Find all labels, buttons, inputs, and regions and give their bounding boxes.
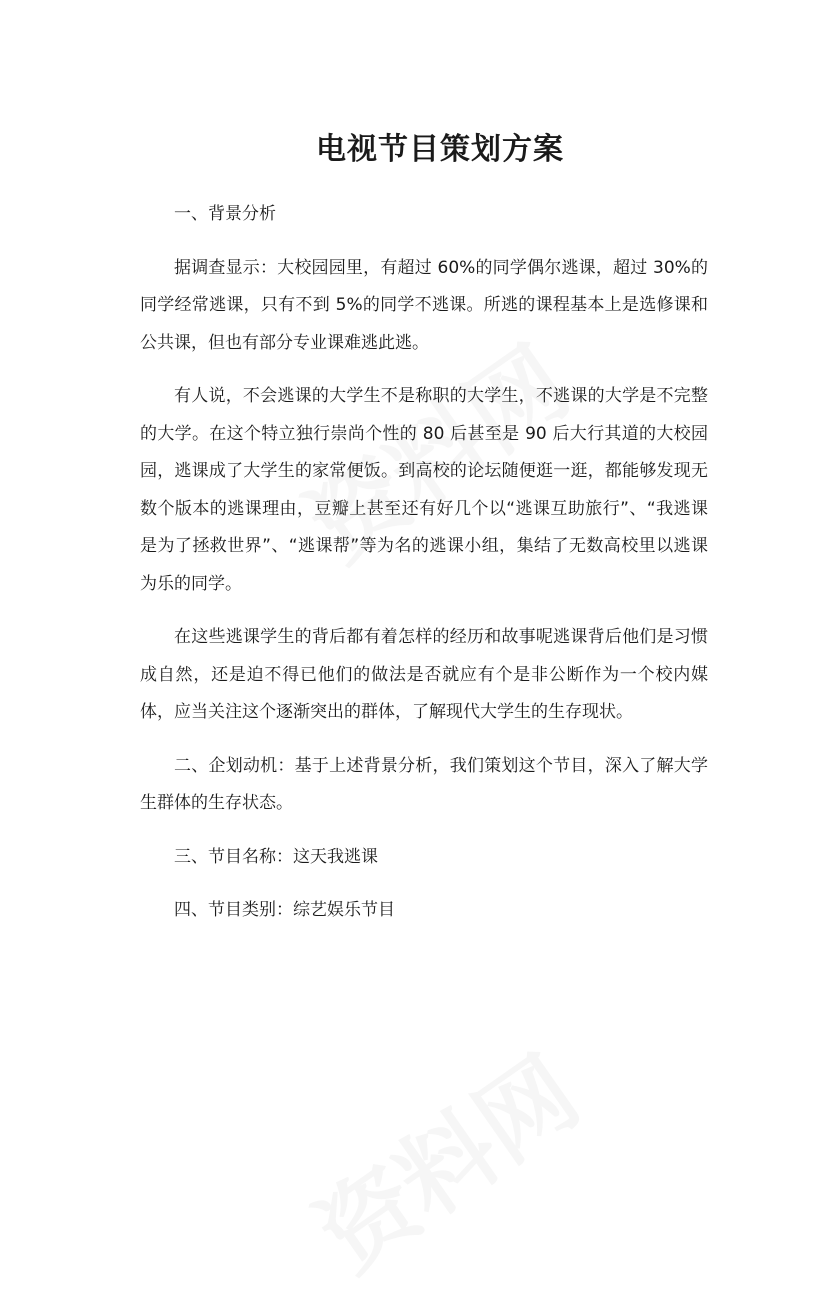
section-heading-background: 一、背景分析 bbox=[174, 204, 276, 224]
paragraph-opinion: 有人说，不会逃课的大学生不是称职的大学生，不逃课的大学是不完整的大学。在这个特立独行崇尚个性的 80 后甚至是 90 后大行其道的大校园园，逃课成了大学生的家常便饭。到高校的论坛随便逛一逛，都能够发现无数个版本的逃课理由，豆瓣上甚至还有好几个以“逃课互助旅行”、“我逃课是为了拯救世界”、“逃课帮”等为名的逃课小组，集结了无数高校里以逃课为乐的同学。 bbox=[140, 386, 708, 594]
document-title: 电视节目策划方案 bbox=[316, 132, 564, 167]
section-program-category: 四、节目类别：综艺娱乐节目 bbox=[174, 900, 395, 920]
paragraph-survey: 据调查显示：大校园园里，有超过 60%的同学偶尔逃课，超过 30%的同学经常逃课，只有不到 5%的同学不逃课。所逃的课程基本上是选修课和公共课，但也有部分专业课难逃此逃。 bbox=[140, 257, 708, 353]
watermark-bottom bbox=[287, 1020, 601, 1297]
section-program-name: 三、节目名称：这天我逃课 bbox=[174, 846, 378, 867]
section-motivation: 二、企划动机：基于上述背景分析，我们策划这个节目，深入了解大学生群体的生存状态。 bbox=[140, 755, 708, 813]
document-body bbox=[140, 196, 708, 946]
paragraph-question: 在这些逃课学生的背后都有着怎样的经历和故事呢逃课背后他们是习惯成自然，还是迫不得已他们的做法是否就应有个是非公断作为一个校内媒体，应当关注这个逐渐突出的群体，了解现代大学生的生存现状。 bbox=[140, 627, 708, 722]
